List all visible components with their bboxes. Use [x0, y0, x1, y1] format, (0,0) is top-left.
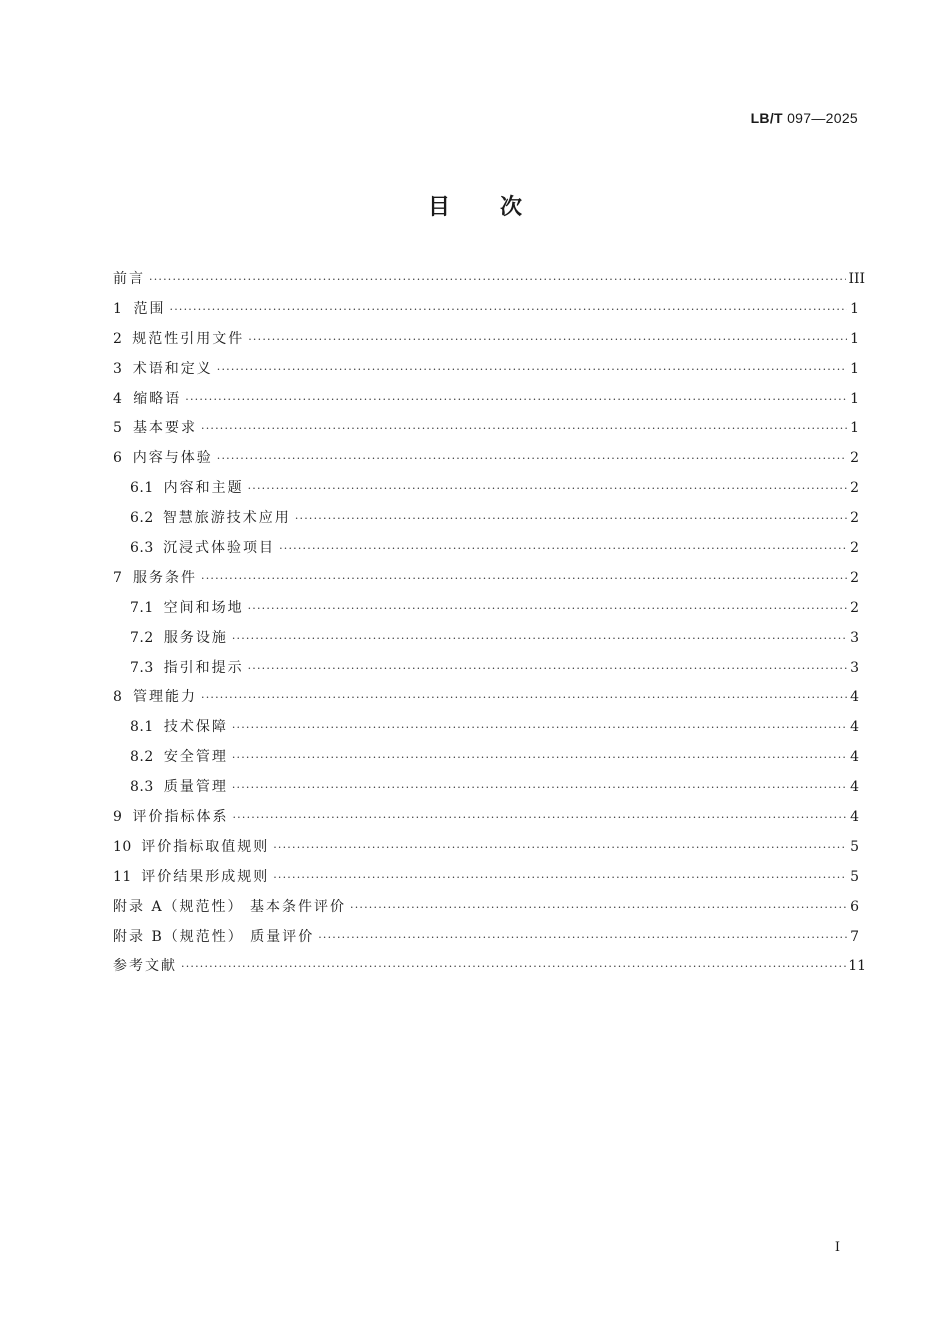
toc-entry-page: 3: [850, 659, 859, 676]
toc-entry-label: 管理能力: [133, 689, 197, 706]
toc-entry-page: 2: [850, 569, 859, 586]
toc-entry-number: 8: [113, 689, 123, 706]
toc-entry-leader: [248, 596, 847, 622]
table-of-contents: [113, 266, 867, 983]
toc-entry-label: 指引和提示: [163, 659, 244, 676]
toc-entry-number: 2: [113, 330, 123, 347]
toc-entry-label: 沉浸式体验项目: [163, 540, 276, 557]
toc-entry-label: 范围: [133, 300, 166, 317]
toc-entry-number: 6.3: [130, 540, 154, 557]
toc-entry-leader: [248, 476, 847, 502]
toc-entry-number: 4: [113, 390, 123, 407]
toc-entry-number: 9: [113, 809, 123, 826]
toc-entry-page: 3: [850, 629, 859, 646]
toc-entry-page: 1: [850, 360, 859, 377]
toc-entry[interactable]: [113, 326, 859, 356]
toc-entry-page: III: [848, 271, 866, 287]
toc-entry-leader: [170, 297, 847, 323]
toc-entry[interactable]: [113, 266, 866, 296]
toc-entry-label: 参考文献: [113, 958, 177, 975]
toc-entry-leader: [232, 775, 847, 801]
toc-entry-page: 4: [850, 809, 859, 826]
toc-entry-page: 5: [850, 868, 859, 885]
toc-entry-leader: [232, 715, 847, 741]
toc-entry-leader: [201, 566, 847, 592]
page-title: 目次: [427, 195, 572, 220]
toc-entry-label: 规范性引用文件: [132, 330, 245, 347]
toc-entry-page: 4: [850, 719, 859, 736]
toc-entry[interactable]: [113, 475, 859, 505]
toc-entry-page: 5: [850, 838, 859, 855]
toc-entry-leader: [232, 745, 847, 771]
toc-entry-number: 6.2: [130, 510, 154, 527]
toc-entry-page: 1: [850, 390, 859, 407]
toc-entry-number: 10: [113, 838, 132, 855]
toc-entry-page: 4: [850, 689, 859, 706]
toc-entry-number: 8.2: [130, 749, 154, 766]
toc-entry-leader: [201, 685, 847, 711]
toc-entry-label: 质量管理: [163, 779, 228, 796]
toc-entry-label: 附录 A（规范性） 基本条件评价: [113, 898, 347, 915]
toc-entry-label: 智慧旅游技术应用: [162, 510, 291, 527]
toc-entry-label: 前言: [113, 271, 145, 287]
toc-entry-label: 缩略语: [133, 390, 182, 407]
toc-entry-number: 11: [113, 868, 132, 885]
standard-code-prefix: LB/T: [750, 110, 783, 126]
toc-entry-page: 2: [850, 510, 859, 527]
toc-entry-leader: [185, 387, 847, 413]
toc-entry[interactable]: [113, 655, 859, 685]
toc-entry-number: 7.3: [130, 659, 154, 676]
toc-entry-leader: [248, 327, 847, 353]
toc-entry-label: 术语和定义: [132, 360, 213, 377]
toc-entry[interactable]: [113, 565, 859, 595]
toc-entry-page: 2: [850, 599, 859, 616]
toc-entry-leader: [217, 446, 847, 472]
toc-entry-label: 内容与体验: [132, 450, 213, 467]
toc-entry-label: 附录 B（规范性） 质量评价: [113, 928, 315, 945]
toc-entry[interactable]: [113, 415, 859, 445]
toc-entry-leader: [248, 656, 847, 682]
toc-entry[interactable]: [113, 296, 859, 326]
toc-entry-number: 5: [113, 420, 123, 437]
toc-entry-page: 1: [850, 420, 859, 437]
toc-entry-label: 服务设施: [163, 629, 228, 646]
toc-entry-label: 内容和主题: [163, 480, 244, 497]
toc-entry[interactable]: [113, 356, 859, 386]
toc-entry-leader: [232, 805, 847, 831]
toc-entry-number: 1: [113, 300, 123, 317]
toc-entry-label: 评价指标取值规则: [141, 838, 270, 855]
toc-entry-page: 1: [850, 300, 859, 317]
toc-entry-label: 技术保障: [163, 719, 228, 736]
toc-entry-label: 评价指标体系: [132, 809, 229, 826]
toc-entry-number: 6: [113, 450, 123, 467]
toc-entry-label: 基本要求: [133, 420, 197, 437]
toc-entry-leader: [279, 536, 847, 562]
toc-entry-leader: [181, 954, 846, 980]
toc-entry-number: 6.1: [130, 480, 154, 497]
toc-entry-page: 6: [850, 898, 859, 915]
toc-entry-number: 8.3: [130, 779, 154, 796]
toc-entry-number: 7.2: [130, 629, 154, 646]
toc-entry-label: 服务条件: [133, 569, 197, 586]
toc-entry[interactable]: [113, 744, 859, 774]
toc-entry-leader: [350, 895, 847, 921]
toc-entry-leader: [149, 267, 846, 293]
toc-entry-number: 7: [113, 569, 123, 586]
toc-entry[interactable]: [113, 625, 859, 655]
toc-entry[interactable]: [113, 684, 859, 714]
toc-entry[interactable]: [113, 834, 859, 864]
standard-code-number: 097—2025: [787, 110, 858, 126]
toc-entry-page: 2: [850, 480, 859, 497]
page-number: I: [834, 1240, 840, 1255]
toc-entry-page: 7: [850, 928, 859, 945]
toc-entry-leader: [217, 357, 847, 383]
toc-entry-leader: [201, 416, 847, 442]
toc-entry[interactable]: [113, 953, 867, 983]
toc-entry[interactable]: [113, 714, 859, 744]
toc-entry[interactable]: [113, 804, 859, 834]
standard-code: [751, 110, 858, 126]
toc-entry[interactable]: [113, 864, 859, 894]
toc-entry-page: 4: [850, 779, 859, 796]
toc-entry-leader: [318, 925, 847, 951]
toc-entry-number: 3: [113, 360, 123, 377]
toc-entry-leader: [295, 506, 847, 532]
toc-entry-label: 空间和场地: [163, 599, 244, 616]
toc-entry-number: 7.1: [130, 599, 154, 616]
toc-entry[interactable]: [113, 924, 859, 954]
toc-entry-leader: [273, 865, 847, 891]
toc-entry-leader: [273, 835, 847, 861]
toc-entry[interactable]: [113, 505, 859, 535]
toc-entry-number: 8.1: [130, 719, 154, 736]
toc-entry-label: 评价结果形成规则: [141, 868, 270, 885]
toc-entry[interactable]: [113, 386, 859, 416]
toc-entry-page: 2: [850, 450, 859, 467]
toc-entry-page: 1: [850, 330, 859, 347]
toc-entry-page: 2: [850, 540, 859, 557]
toc-entry[interactable]: [113, 894, 859, 924]
toc-entry[interactable]: [113, 774, 859, 804]
toc-entry-page: 4: [850, 749, 859, 766]
toc-entry-page: 11: [848, 958, 867, 975]
toc-entry[interactable]: [113, 595, 859, 625]
toc-entry-label: 安全管理: [163, 749, 228, 766]
toc-entry[interactable]: [113, 445, 859, 475]
toc-entry[interactable]: [113, 535, 859, 565]
toc-entry-leader: [232, 626, 847, 652]
